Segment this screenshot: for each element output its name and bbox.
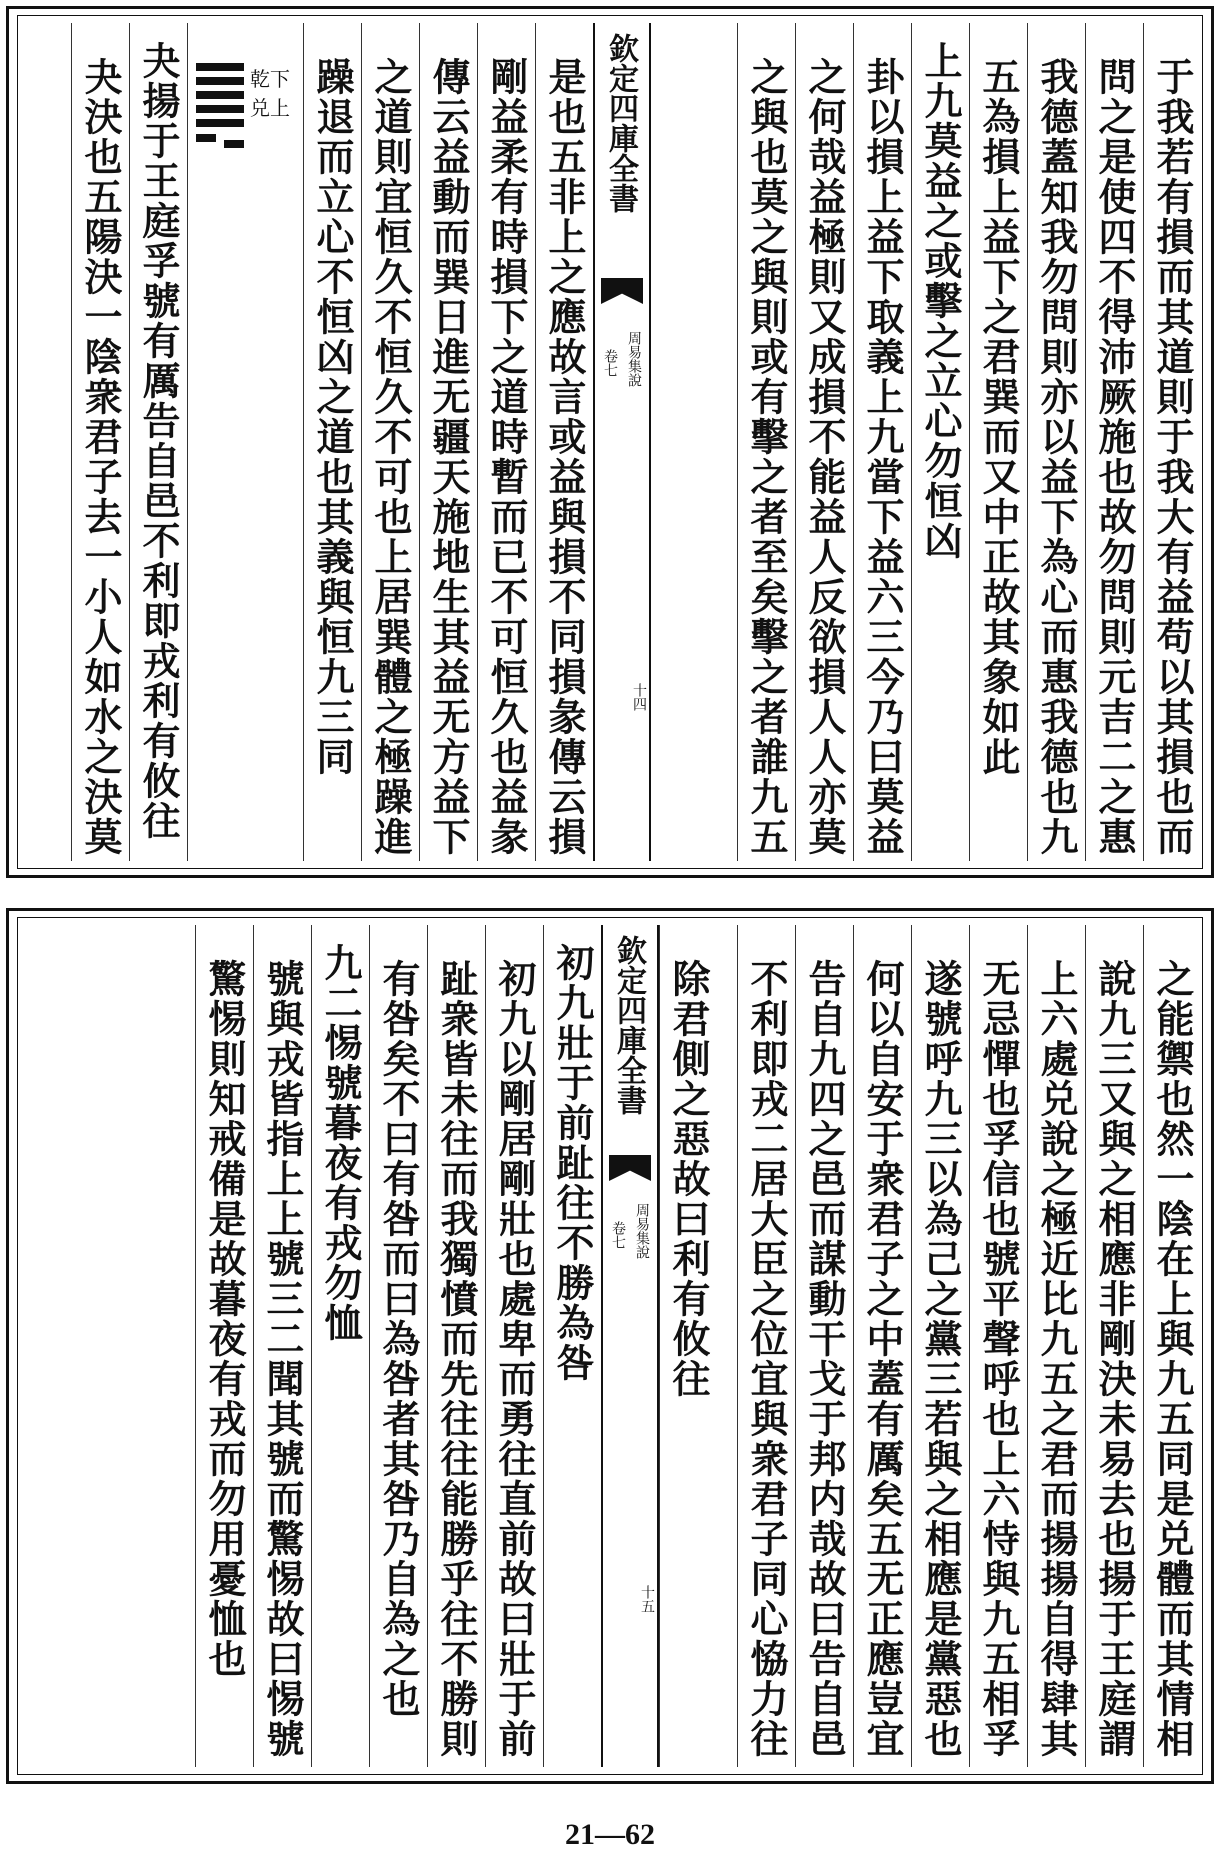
column-text: 于我若有損而其道則于我大有益苟以其損也而 bbox=[1150, 57, 1195, 857]
text-column bbox=[1143, 925, 1201, 1767]
volume-name: 卷七 bbox=[610, 1221, 626, 1249]
text-column bbox=[1085, 925, 1143, 1767]
text-column bbox=[129, 23, 187, 861]
text-column bbox=[543, 925, 601, 1767]
text-column bbox=[195, 925, 253, 1767]
lower-trigram-label: 乾下 bbox=[250, 67, 290, 91]
column-text: 之何哉益極則又成損不能益人反欲損人人亦莫 bbox=[802, 57, 847, 857]
column-text: 夬揚于王庭孚號有厲告自邑不利即戎利有攸往 bbox=[136, 41, 181, 841]
column-text: 有咎矣不曰有咎而曰為咎者其咎乃自為之也 bbox=[376, 959, 421, 1719]
text-column bbox=[311, 925, 369, 1767]
fish-tail-mark bbox=[601, 278, 643, 304]
hexagram-symbol bbox=[192, 63, 248, 152]
column-text: 夬決也五陽決一陰衆君子去一小人如水之決莫 bbox=[78, 57, 123, 857]
column-text: 我德蓋知我勿問則亦以益下為心而惠我德也九 bbox=[1034, 57, 1079, 857]
page-number: 21—62 bbox=[565, 1818, 655, 1851]
text-column bbox=[485, 925, 543, 1767]
column-text: 說九三又與之相應非剛決未易去也揚于王庭謂 bbox=[1092, 959, 1137, 1759]
column-text: 告自九四之邑而謀動干戈于邦内哉故曰告自邑 bbox=[802, 959, 847, 1759]
text-column bbox=[535, 23, 593, 861]
chapter-label bbox=[595, 323, 649, 453]
text-column bbox=[369, 925, 427, 1767]
text-column bbox=[659, 925, 717, 1767]
volume-name: 卷七 bbox=[602, 349, 618, 377]
text-column bbox=[737, 23, 795, 861]
lower-page bbox=[6, 908, 1214, 1784]
text-column bbox=[361, 23, 419, 861]
hexagram-labels bbox=[250, 63, 300, 121]
column-text: 上六處兑說之極近比九五之君而揚揚自得肆其 bbox=[1034, 959, 1079, 1759]
column-text: 遂號呼九三以為己之黨三若與之相應是黨惡也 bbox=[918, 959, 963, 1759]
text-column bbox=[253, 925, 311, 1767]
center-strip bbox=[601, 925, 659, 1767]
column-text: 之能禦也然一陰在上與九五同是兑體而其情相 bbox=[1150, 959, 1195, 1759]
fish-tail-mark bbox=[609, 1155, 651, 1181]
column-text: 上九莫益之或擊之立心勿恒凶 bbox=[918, 41, 963, 561]
book-title: 欽定四庫全書 bbox=[603, 33, 638, 213]
text-column bbox=[737, 925, 795, 1767]
book-name: 周易集說 bbox=[634, 1203, 650, 1259]
column-text: 何以自安于衆君子之中蓋有厲矣五无正應豈宜 bbox=[860, 959, 905, 1759]
column-text: 是也五非上之應故言或益與損不同損彖傳云損 bbox=[542, 57, 587, 857]
text-column bbox=[1085, 23, 1143, 861]
column-text: 不利即戎二居大臣之位宜與衆君子同心恊力往 bbox=[744, 959, 789, 1759]
upper-page bbox=[6, 6, 1214, 878]
folio-number: 十五 bbox=[639, 1585, 655, 1613]
column-text: 躁退而立心不恒凶之道也其義與恒九三同 bbox=[310, 57, 355, 777]
text-column bbox=[853, 23, 911, 861]
text-column bbox=[1027, 23, 1085, 861]
column-text: 无忌憚也孚信也號平聲呼也上六恃與九五相孚 bbox=[976, 959, 1021, 1759]
text-column bbox=[477, 23, 535, 861]
upper-trigram-label: 兑上 bbox=[250, 96, 290, 120]
text-column bbox=[71, 23, 129, 861]
column-text: 初九以剛居剛壯也處卑而勇往直前故曰壯于前 bbox=[492, 959, 537, 1759]
book-title: 欽定四庫全書 bbox=[611, 935, 646, 1115]
column-text: 傳云益動而巽日進无疆天施地生其益无方益下 bbox=[426, 57, 471, 857]
chapter-label bbox=[603, 1195, 657, 1325]
text-column bbox=[1143, 23, 1201, 861]
text-column bbox=[969, 23, 1027, 861]
text-column bbox=[795, 925, 853, 1767]
column-text: 卦以損上益下取義上九當下益六三今乃曰莫益 bbox=[860, 57, 905, 857]
center-strip bbox=[593, 23, 651, 861]
text-column bbox=[303, 23, 361, 861]
text-column bbox=[853, 925, 911, 1767]
column-text: 五為損上益下之君巽而又中正故其象如此 bbox=[976, 57, 1021, 777]
hexagram-column bbox=[187, 23, 303, 861]
text-column bbox=[911, 23, 969, 861]
book-name: 周易集說 bbox=[626, 331, 642, 387]
text-column bbox=[795, 23, 853, 861]
text-column bbox=[911, 925, 969, 1767]
column-text: 之與也莫之與則或有擊之者至矣擊之者誰九五 bbox=[744, 57, 789, 857]
text-column bbox=[427, 925, 485, 1767]
column-text: 之道則宜恒久不恒久不可也上居巽體之極躁進 bbox=[368, 57, 413, 857]
folio-number: 十四 bbox=[631, 683, 647, 711]
column-text: 號與戎皆指上上號三二聞其號而驚惕故曰惕號 bbox=[260, 959, 305, 1759]
column-text: 問之是使四不得沛厥施也故勿問則元吉二之惠 bbox=[1092, 57, 1137, 857]
column-text: 初九壯于前趾往不勝為咎 bbox=[550, 943, 595, 1383]
column-text: 九二惕號暮夜有戎勿恤 bbox=[318, 943, 363, 1343]
text-column bbox=[969, 925, 1027, 1767]
column-text: 趾衆皆未往而我獨憤而先往往能勝乎往不勝則 bbox=[434, 959, 479, 1759]
text-column bbox=[419, 23, 477, 861]
column-text: 剛益柔有時損下之道時暫而已不可恒久也益彖 bbox=[484, 57, 529, 857]
column-text: 驚惕則知戒備是故暮夜有戎而勿用憂恤也 bbox=[202, 959, 247, 1679]
column-text: 除君側之惡故曰利有攸往 bbox=[666, 959, 711, 1399]
text-column bbox=[1027, 925, 1085, 1767]
